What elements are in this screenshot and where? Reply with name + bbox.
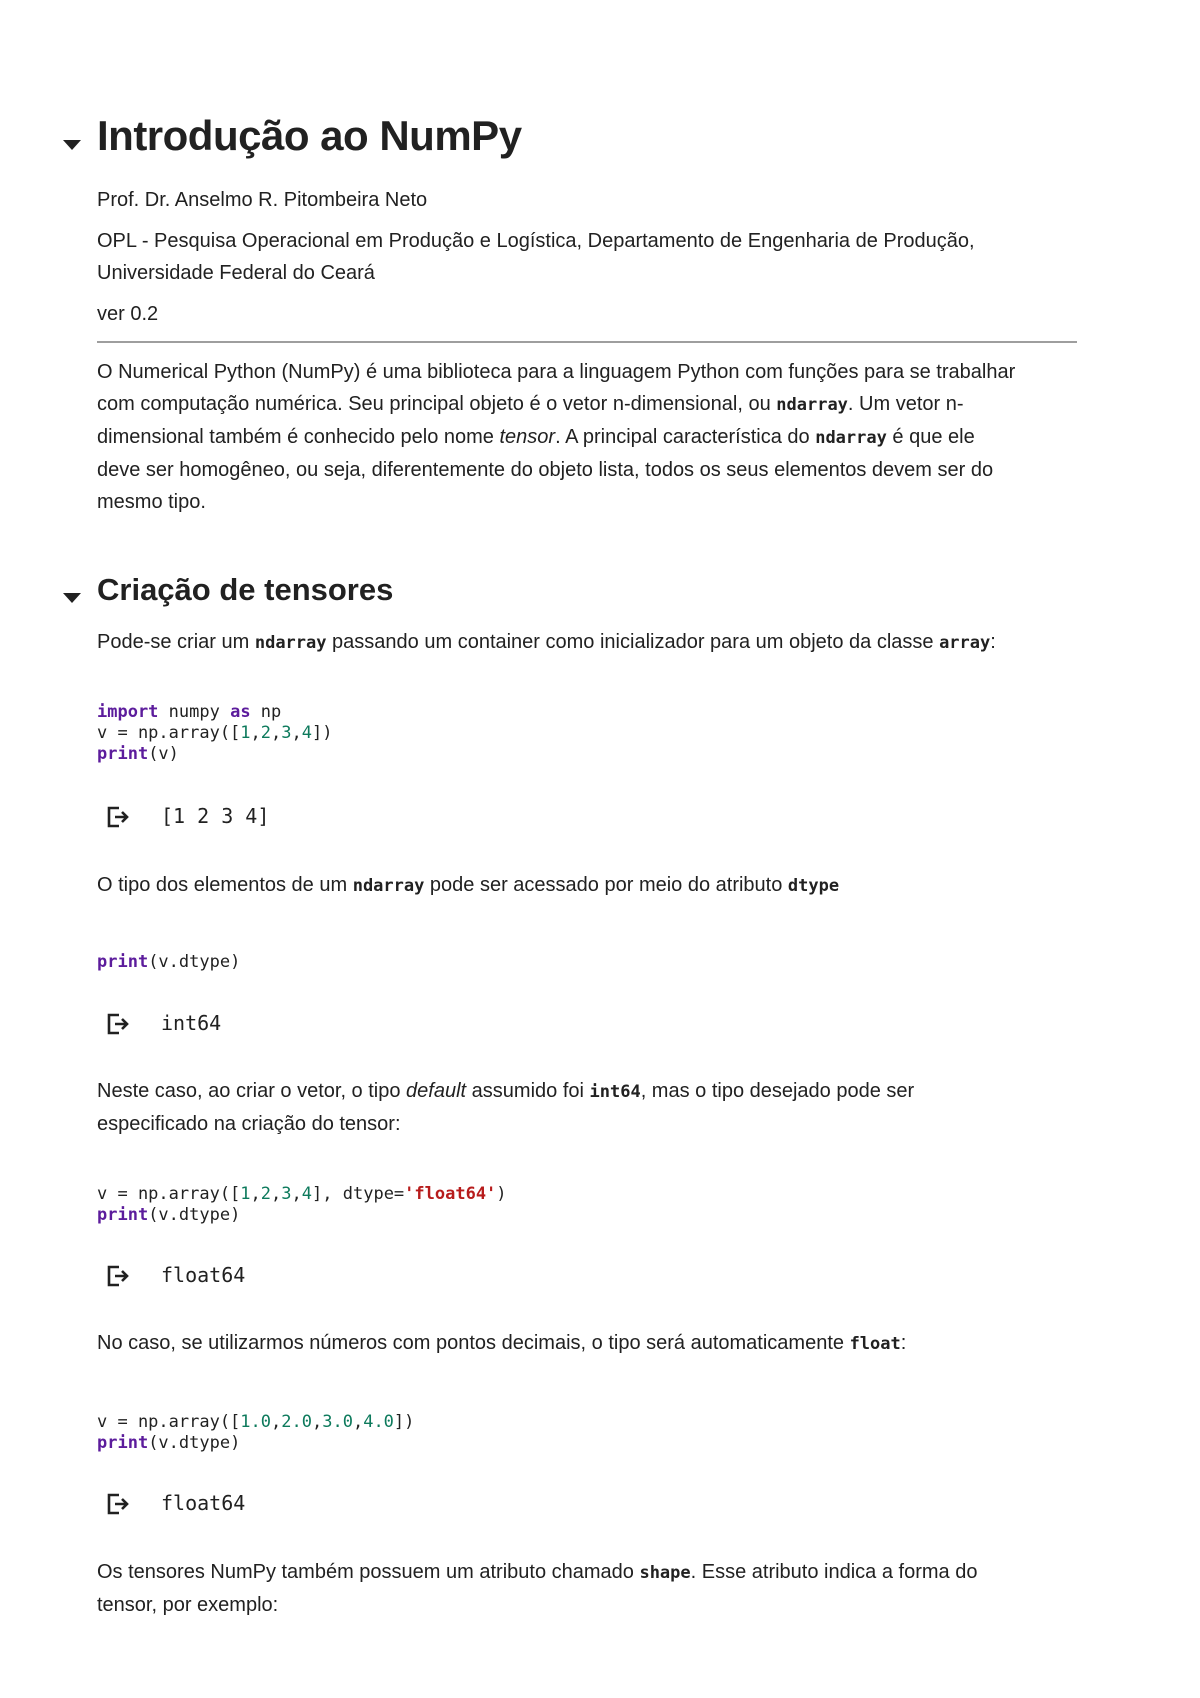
horizontal-rule bbox=[97, 341, 1077, 343]
code-text: v = np.array([ bbox=[97, 723, 241, 743]
inline-code: int64 bbox=[589, 1082, 641, 1102]
number-literal: 3 bbox=[281, 723, 292, 743]
text-span: é que ele bbox=[886, 426, 975, 448]
text-span: , mas o tipo desejado pode ser bbox=[640, 1080, 915, 1102]
number-literal: 1 bbox=[240, 1184, 251, 1204]
output-arrow-icon[interactable] bbox=[105, 1011, 131, 1037]
text-paragraph bbox=[97, 1327, 1077, 1360]
code-text: (v.dtype) bbox=[148, 1205, 241, 1225]
emphasis: tensor bbox=[499, 426, 556, 448]
number-literal: 4 bbox=[301, 1184, 313, 1204]
text-span: Pode-se criar um bbox=[97, 631, 255, 653]
output-arrow-icon[interactable] bbox=[105, 804, 131, 830]
page-title: Introdução ao NumPy bbox=[97, 112, 522, 159]
text-span: . Esse atributo indica a forma do bbox=[690, 1561, 978, 1583]
number-literal: 2.0 bbox=[281, 1412, 312, 1432]
output-text: float64 bbox=[161, 1491, 246, 1515]
keyword: as bbox=[230, 702, 251, 722]
text-span: . A principal característica do bbox=[555, 426, 816, 448]
number-literal: 1.0 bbox=[240, 1412, 272, 1432]
code-text: (v) bbox=[148, 744, 179, 764]
code-text: (v.dtype) bbox=[148, 952, 241, 972]
code-text: ]) bbox=[312, 723, 333, 743]
output-text: float64 bbox=[161, 1263, 246, 1287]
number-literal: 4.0 bbox=[363, 1412, 394, 1432]
inline-code: ndarray bbox=[254, 633, 327, 653]
code-cell[interactable]: import numpy as np v = np.array([1,2,3,4]) print(v) bbox=[97, 702, 333, 764]
emphasis: default bbox=[406, 1080, 467, 1102]
text-span: No caso, se utilizarmos números com pontos decimais, o tipo será automaticamente bbox=[97, 1332, 850, 1354]
text-line bbox=[97, 1075, 1077, 1108]
text-span: dimensional também é conhecido pelo nome bbox=[97, 426, 500, 448]
text-line bbox=[97, 1556, 1077, 1589]
code-text: ) bbox=[496, 1184, 507, 1204]
code-cell[interactable] bbox=[97, 952, 240, 973]
keyword: print bbox=[97, 1433, 149, 1453]
number-literal: 1 bbox=[240, 723, 251, 743]
version-line: ver 0.2 bbox=[97, 303, 159, 325]
text-span: Os tensores NumPy também possuem um atributo chamado bbox=[97, 1561, 640, 1583]
text-span: : bbox=[990, 631, 996, 653]
code-text: v = np.array([ bbox=[97, 1184, 241, 1204]
output-text: [1 2 3 4] bbox=[161, 804, 270, 828]
output-arrow-icon[interactable] bbox=[105, 1491, 131, 1517]
code-text: ]) bbox=[393, 1412, 415, 1432]
intro-line bbox=[97, 421, 1077, 454]
keyword: print bbox=[97, 1205, 149, 1225]
code-cell[interactable]: v = np.array([1,2,3,4], dtype='float64') print(v.dtype) bbox=[97, 1184, 507, 1225]
code-cell[interactable]: v = np.array([1.0,2.0,3.0,4.0]) print(v.dtype) bbox=[97, 1412, 415, 1453]
affiliation-line-2: Universidade Federal do Ceará bbox=[97, 262, 375, 284]
text-paragraph bbox=[97, 869, 1077, 902]
inline-code: ndarray bbox=[815, 428, 887, 448]
output-arrow-icon[interactable] bbox=[105, 1263, 131, 1289]
intro-line bbox=[97, 388, 1077, 421]
intro-line: mesmo tipo. bbox=[97, 491, 206, 513]
text-paragraph bbox=[97, 1556, 1077, 1621]
intro-line: deve ser homogêneo, ou seja, diferentemente do objeto lista, todos os seus elementos devem ser do bbox=[97, 459, 994, 481]
section-title: Criação de tensores bbox=[97, 572, 394, 607]
string-literal: 'float64' bbox=[404, 1184, 497, 1204]
inline-code: dtype bbox=[787, 876, 840, 896]
number-literal: 4 bbox=[301, 723, 313, 743]
text-line: tensor, por exemplo: bbox=[97, 1594, 279, 1616]
text-span: com computação numérica. Seu principal objeto é o vetor n-dimensional, ou bbox=[97, 393, 777, 415]
inline-code: shape bbox=[639, 1563, 691, 1583]
author-line: Prof. Dr. Anselmo R. Pitombeira Neto bbox=[97, 189, 428, 211]
text-paragraph bbox=[97, 626, 1077, 659]
caret-down-icon[interactable] bbox=[63, 140, 81, 150]
text-span: : bbox=[900, 1332, 907, 1354]
number-literal: 3.0 bbox=[322, 1412, 353, 1432]
text-span: O tipo dos elementos de um bbox=[97, 874, 353, 896]
intro-line: O Numerical Python (NumPy) é uma biblioteca para a linguagem Python com funções para se trabalhar bbox=[97, 361, 1016, 383]
intro-paragraph bbox=[97, 356, 1077, 518]
caret-down-icon[interactable] bbox=[63, 593, 81, 603]
affiliation-line-1: OPL - Pesquisa Operacional em Produção e Logística, Departamento de Engenharia de Produção, bbox=[97, 230, 975, 252]
number-literal: 3 bbox=[281, 1184, 292, 1204]
text-span: Neste caso, ao criar o vetor, o tipo bbox=[97, 1080, 407, 1102]
text-span: pode ser acessado por meio do atributo bbox=[424, 874, 788, 896]
inline-code: ndarray bbox=[776, 395, 848, 415]
text-span: passando um container como inicializador para um objeto da classe bbox=[326, 631, 940, 653]
keyword: print bbox=[97, 952, 149, 972]
inline-code: ndarray bbox=[352, 876, 425, 896]
code-text: (v.dtype) bbox=[148, 1433, 241, 1453]
keyword: import bbox=[97, 702, 159, 722]
inline-code: float bbox=[849, 1334, 901, 1354]
number-literal: 2 bbox=[260, 1184, 272, 1204]
text-span: assumido foi bbox=[466, 1080, 590, 1102]
code-text: np bbox=[250, 702, 282, 722]
output-text: int64 bbox=[161, 1011, 222, 1035]
inline-code: array bbox=[939, 633, 991, 653]
text-span: . Um vetor n- bbox=[847, 393, 964, 415]
code-text: ], dtype= bbox=[312, 1184, 405, 1204]
keyword: print bbox=[97, 744, 149, 764]
number-literal: 2 bbox=[260, 723, 272, 743]
text-line: especificado na criação do tensor: bbox=[97, 1113, 401, 1135]
code-text: numpy bbox=[158, 702, 231, 722]
text-paragraph bbox=[97, 1075, 1077, 1140]
code-text: v = np.array([ bbox=[97, 1412, 241, 1432]
